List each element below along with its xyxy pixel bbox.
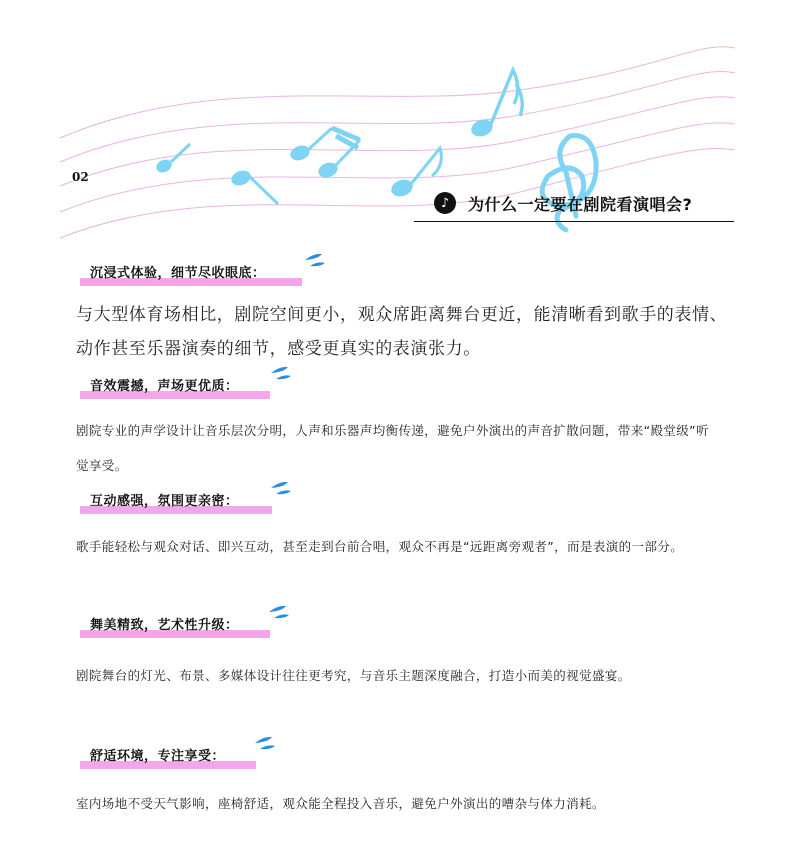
water-drops-icon (302, 250, 328, 270)
beamed-notes-icon (288, 128, 360, 180)
section-body-4: 剧院舞台的灯光、布景、多媒体设计往往更考究，与音乐主题深度融合，打造小而美的视觉盛宴。 (76, 668, 631, 683)
water-drops-icon (268, 478, 294, 498)
music-note-icon: ♪ (434, 192, 456, 214)
section-heading-4 (80, 614, 239, 636)
section-body-5: 室内场地不受天气影响，座椅舒适，观众能全程投入音乐，避免户外演出的嘈杂与体力消耗。 (76, 796, 605, 811)
heading-text: 舞美精致，艺术性升级： (90, 618, 239, 633)
section-body-2: 剧院专业的声学设计让音乐层次分明，人声和乐器声均衡传递，避免户外演出的声音扩散问题，带来“殿堂级”听觉享受。 (76, 423, 709, 473)
page-number: 02 (72, 170, 89, 184)
section-body-3: 歌手能轻松与观众对话、即兴互动，甚至走到台前合唱，观众不再是“远距离旁观者”，而是表演的一部分。 (76, 539, 684, 554)
eighth-note-icon-1 (154, 144, 190, 175)
water-drops-icon (252, 733, 278, 753)
heading-text: 音效震撼，声场更优质： (90, 379, 239, 394)
water-drops-icon (268, 363, 294, 383)
eighth-note-icon-2 (229, 168, 278, 204)
heading-text: 互动感强，氛围更亲密： (90, 494, 239, 509)
section-body-1: 与大型体育场相比，剧院空间更小，观众席距离舞台更近，能清晰看到歌手的表情、动作甚至乐器演奏的细节，感受更真实的表演张力。 (76, 305, 728, 359)
page-title: 为什么一定要在剧院看演唱会? (468, 194, 693, 214)
section-heading-3 (80, 490, 239, 512)
water-drops-icon (266, 602, 292, 622)
heading-text: 沉浸式体验，细节尽收眼底： (90, 266, 266, 281)
section-heading-1 (80, 262, 266, 284)
section-title-bar (414, 185, 734, 222)
section-heading-2 (80, 375, 239, 397)
section-heading-5 (80, 745, 225, 767)
double-note-icon (469, 70, 522, 139)
heading-text: 舒适环境，专注享受： (90, 749, 226, 764)
